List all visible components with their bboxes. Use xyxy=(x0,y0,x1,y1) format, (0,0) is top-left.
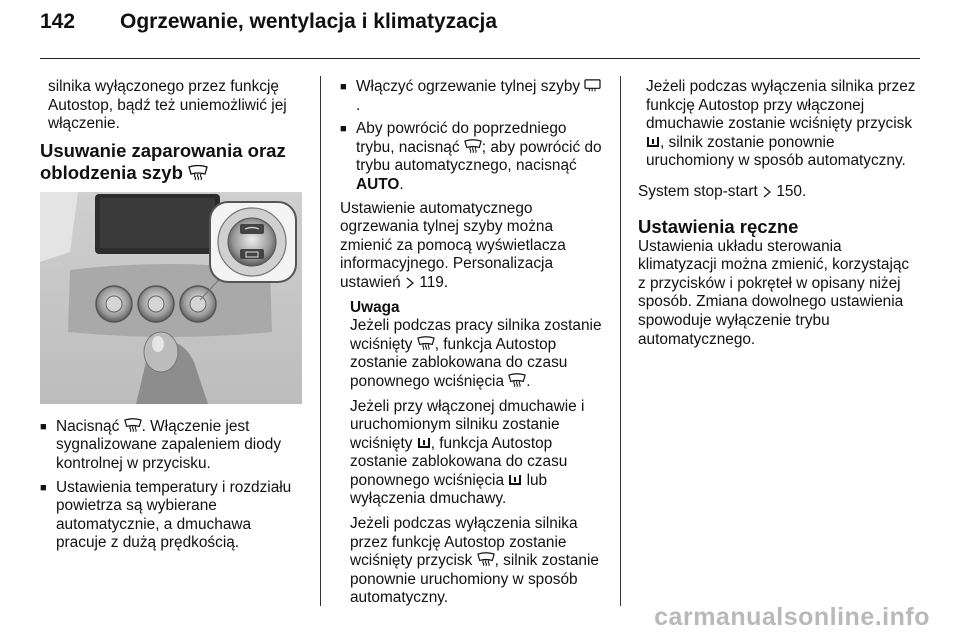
column-2 xyxy=(340,78,605,614)
bullet-text: . xyxy=(356,96,361,114)
windscreen-defrost-icon xyxy=(464,139,482,154)
bullet-text: Aby powrócić do poprzedniego trybu, nacisnąć xyxy=(356,120,567,156)
list-item xyxy=(40,418,302,474)
auto-label: AUTO xyxy=(356,175,400,193)
paragraph-text: System stop-start xyxy=(638,182,758,200)
rear-window-heat-icon xyxy=(584,78,601,93)
column-1 xyxy=(40,78,302,558)
note-title: Uwaga xyxy=(350,298,400,316)
fan-icon xyxy=(646,135,660,149)
paragraph xyxy=(638,183,920,202)
heading-line: Usuwanie zaparowania oraz xyxy=(40,139,286,161)
fan-icon xyxy=(417,436,431,450)
page-title: Ogrzewanie, wentylacja i klimatyzacja xyxy=(120,10,498,33)
paragraph-text: Jeżeli podczas wyłączenia silnika przez funkcję Autostop przy włączonej dmuchawie zostanie wciśnięty przycisk xyxy=(646,78,916,133)
bullet-text: Nacisnąć xyxy=(56,417,120,435)
watermark: carmanualsonline.info xyxy=(654,603,930,631)
note-box xyxy=(340,299,605,609)
note-text: Jeżeli przy włączonej dmuchawie i uruchomionym silniku zostanie wciśnięty xyxy=(350,397,585,452)
section-heading: Ustawienia ręczne xyxy=(638,215,799,237)
note-text: lub wyłączenia dmuchawy. xyxy=(350,471,548,508)
heading-line: oblodzenia szyb xyxy=(40,161,183,183)
page-number: 142 xyxy=(40,10,76,33)
note-paragraph xyxy=(350,398,605,510)
header-rule xyxy=(40,58,920,59)
section-heading xyxy=(40,140,302,184)
bullet-text: Ustawienia temperatury i rozdziału powietrza są wybierane automatycznie, a dmuchawa pracuje z dużą prędkością. xyxy=(56,478,292,552)
paragraph-text: . xyxy=(802,182,807,200)
paragraph-text: . xyxy=(443,273,449,291)
column-divider xyxy=(320,76,321,606)
fan-icon xyxy=(508,473,522,487)
windscreen-defrost-icon xyxy=(508,373,526,388)
bullet-text: . Włączenie jest sygnalizowane zapaleniem diody kontrolnej w przycisku. xyxy=(56,417,282,472)
paragraph: silnika wyłączonego przez funkcję Autostop, bądź też uniemożliwić jej włączenie. xyxy=(48,78,287,133)
windscreen-defrost-icon xyxy=(124,418,142,433)
paragraph-text: Ustawienie automatycznego ogrzewania tylnej szyby można zmienić za pomocą wyświetlacza informacyjnego. Personalizacja ustawień xyxy=(340,199,566,291)
bullet-text: ; aby powrócić do trybu automatycznego, nacisnąć xyxy=(356,138,602,175)
bullet-text: . xyxy=(399,175,404,193)
windscreen-defrost-icon xyxy=(188,165,208,181)
paragraph-text: , silnik zostanie ponownie uruchomiony w sposób automatyczny. xyxy=(646,133,906,170)
control-panel-photo xyxy=(40,192,302,404)
column-3 xyxy=(638,78,920,355)
note-text: . xyxy=(526,372,531,390)
note-text: Jeżeli podczas pracy silnika zostanie wciśnięty xyxy=(350,317,602,353)
page-reference[interactable]: 119 xyxy=(419,273,444,291)
page-header xyxy=(40,10,497,34)
windscreen-defrost-icon xyxy=(477,552,495,567)
page-reference-arrow-icon xyxy=(762,186,772,198)
paragraph: Ustawienia układu sterowania klimatyzacji można zmienić, korzystając z przycisków i pokręteł w opisany niżej sposób. Zmiana dowolnego ustawienia spowoduje wyłączenie trybu automatycznego. xyxy=(638,237,910,348)
note-text: , silnik zostanie ponownie uruchomiony w sposób automatyczny. xyxy=(350,552,599,607)
list-item xyxy=(340,78,605,115)
note-paragraph xyxy=(350,317,605,391)
paragraph xyxy=(638,78,920,171)
paragraph xyxy=(340,200,605,293)
note-text: , funkcja Autostop zostanie zablokowana do czasu ponownego wciśnięcia xyxy=(350,434,568,489)
note-paragraph xyxy=(350,515,605,608)
note-text: , funkcja Autostop zostanie zablokowana do czasu ponownego wciśnięcia xyxy=(350,335,568,390)
note-text: Jeżeli podczas wyłączenia silnika przez funkcję Autostop zostanie wciśnięty przycisk xyxy=(350,515,578,570)
page-reference-arrow-icon xyxy=(405,277,415,289)
column-divider xyxy=(620,76,621,606)
bullet-text: Włączyć ogrzewanie tylnej szyby xyxy=(356,78,581,95)
list-item xyxy=(340,120,605,194)
list-item xyxy=(40,479,302,553)
page-reference[interactable]: 150 xyxy=(776,182,802,200)
windscreen-defrost-icon xyxy=(417,336,435,351)
